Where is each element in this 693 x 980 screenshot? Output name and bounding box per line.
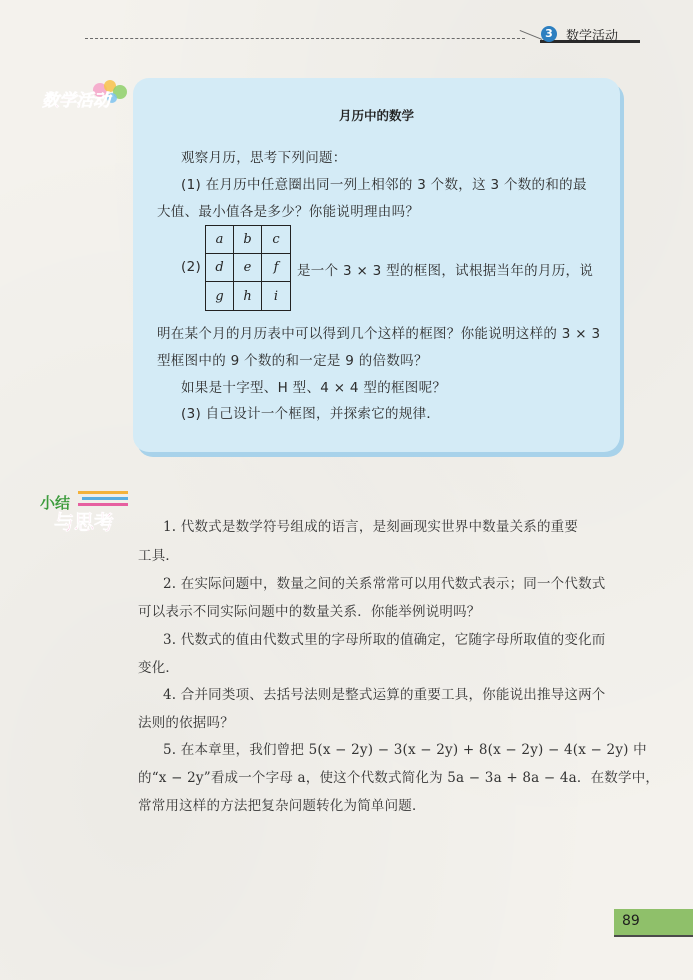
summary-line: 3. 代数式的值由代数式里的字母所取的值确定，它随字母所取值的变化而: [163, 632, 606, 648]
grid-cell: h: [234, 282, 262, 310]
summary-line: 4. 合并同类项、去括号法则是整式运算的重要工具，你能说出推导这两个: [163, 687, 606, 703]
grid-cell: b: [234, 226, 262, 254]
chapter-number-badge: 3: [541, 26, 557, 42]
summary-line: 1. 代数式是数学符号组成的语言，是刻画现实世界中数量关系的重要: [163, 519, 579, 535]
question-2-line-1: 是一个 3 × 3 型的框图，试根据当年的月历，说: [297, 263, 594, 279]
activity-intro: 观察月历，思考下列问题：: [181, 150, 347, 166]
activity-title: 月历中的数学: [338, 108, 414, 123]
summary-logo-line-2: 与思考: [54, 510, 114, 534]
question-2-label: (2): [181, 259, 202, 275]
math-activity-logo-text: 数学活动: [42, 91, 110, 111]
grid-cell: f: [262, 254, 290, 282]
summary-line: 可以表示不同实际问题中的数量关系．你能举例说明吗？: [138, 604, 481, 620]
question-2-line-4: 如果是十字型、H 型、4 × 4 型的框图呢？: [181, 380, 447, 396]
page-number-rule: [614, 935, 693, 937]
summary-line: 5. 在本章里，我们曾把 5(x − 2y) − 3(x − 2y) + 8(x − 2y) − 4(x − 2y) 中: [163, 742, 647, 758]
grid-cell: c: [262, 226, 290, 254]
header-dashed-rule: [85, 38, 525, 39]
question-1-line-2: 大值、最小值各是多少？你能说明理由吗？: [157, 204, 420, 220]
question-2-line-2: 明在某个月的月历表中可以得到几个这样的框图？你能说明这样的 3 × 3: [157, 326, 601, 342]
summary-logo: [40, 486, 135, 534]
question-1-line-1: (1) 在月历中任意圈出同一列上相邻的 3 个数，这 3 个数的和的最: [181, 177, 587, 193]
chapter-title: 数学活动: [566, 29, 619, 44]
grid-cell: a: [206, 226, 234, 254]
summary-line: 变化．: [138, 660, 180, 676]
summary-line: 2. 在实际问题中，数量之间的关系常常可以用代数式表示；同一个代数式: [163, 576, 606, 592]
summary-line: 工具．: [138, 548, 180, 564]
summary-logo-line-1: 小结: [40, 494, 71, 512]
grid-cell: d: [206, 254, 234, 282]
grid-cell: g: [206, 282, 234, 310]
math-activity-logo: [40, 76, 138, 124]
summary-line: 法则的依据吗？: [138, 715, 234, 731]
grid-cell: e: [234, 254, 262, 282]
question-3: (3) 自己设计一个框图，并探索它的规律．: [181, 406, 441, 422]
activity-panel: [133, 78, 620, 452]
grid-cell: i: [273, 288, 279, 304]
question-2-line-3: 型框图中的 9 个数的和一定是 9 的倍数吗？: [157, 353, 428, 369]
three-by-three-grid: [205, 225, 291, 311]
summary-line: 常常用这样的方法把复杂问题转化为简单问题．: [138, 798, 426, 814]
page-number: 89: [622, 913, 640, 929]
summary-line: 的“x − 2y”看成一个字母 a，使这个代数式简化为 5a − 3a + 8a − 4a．在数学中，: [138, 770, 660, 786]
